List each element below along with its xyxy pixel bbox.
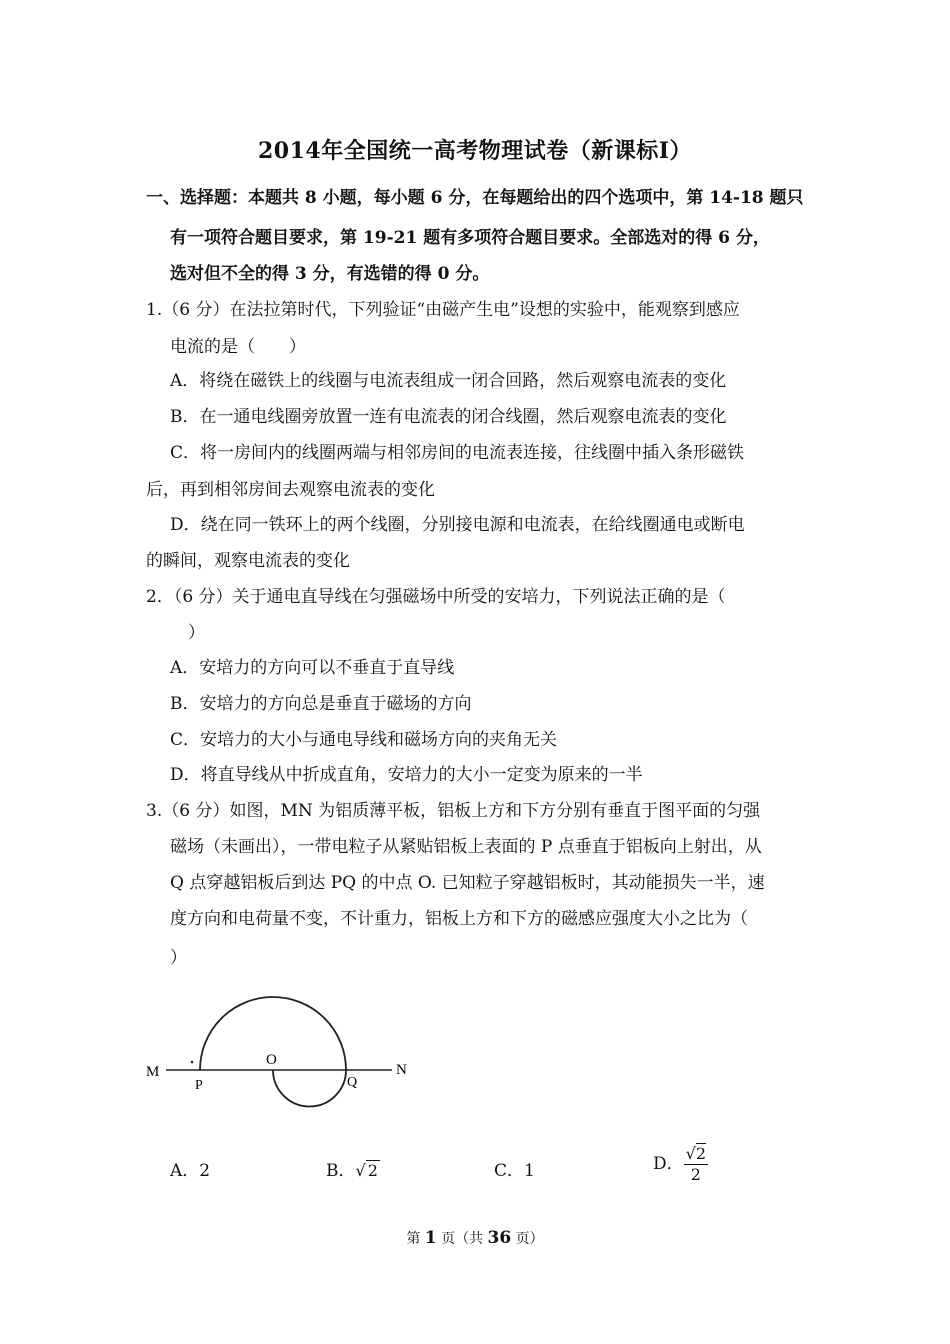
page-title: 2014年全国统一高考物理试卷（新课标Ⅰ） (257, 138, 693, 164)
q1-option-c-line-2: 后，再到相邻房间去观察电流表的变化 (146, 480, 435, 500)
q3-option-d-label: D． (653, 1154, 684, 1174)
section-heading-line-2: 有一项符合题目要求，第 19-21 题有多项符合题目要求。全部选对的得 6 分， (170, 228, 770, 248)
q3-option-a-label: A． (170, 1161, 200, 1181)
lower-arc (273, 1070, 346, 1107)
label-o: O (266, 1052, 277, 1068)
page-footer (0, 1228, 950, 1248)
q3-option-d (653, 1144, 708, 1185)
q1-option-a: A．将绕在磁铁上的线圈与电流表组成一闭合回路，然后观察电流表的变化 (170, 371, 727, 391)
q2-option-b: B．安培力的方向总是垂直于磁场的方向 (170, 694, 472, 714)
section-heading-line-3: 选对但不全的得 3 分，有选错的得 0 分。 (170, 264, 490, 284)
q2-option-c: C．安培力的大小与通电导线和磁场方向的夹角无关 (170, 730, 558, 750)
q3-stem-line-4: 度方向和电荷量不变，不计重力，铝板上方和下方的磁感应强度大小之比为（ (170, 909, 748, 929)
q3-option-c-value: 1 (524, 1161, 535, 1181)
q2-stem-line-2: ） (188, 623, 205, 643)
q3-option-b-value: 2 (367, 1161, 378, 1180)
q1-option-d-line-1: D．绕在同一铁环上的两个线圈，分别接电源和电流表，在给线圈通电或断电 (170, 515, 745, 535)
label-q: Q (347, 1075, 358, 1090)
q3-stem-line-1: 3.（6 分）如图，MN 为铝质薄平板，铝板上方和下方分别有垂直于图平面的匀强 (146, 801, 761, 821)
q1-stem-line-2: 电流的是（ ） (170, 337, 306, 357)
fraction-numerator: √2 (685, 1144, 707, 1163)
q1-option-d-line-2: 的瞬间，观察电流表的变化 (146, 551, 350, 571)
label-p: P (195, 1078, 203, 1093)
q3-option-a (170, 1156, 210, 1181)
q3-option-a-value: 2 (199, 1161, 211, 1181)
fraction-denominator: 2 (690, 1165, 701, 1184)
q3-option-c (494, 1156, 535, 1181)
dot-mark (191, 1061, 194, 1064)
footer-prefix: 第 (406, 1231, 421, 1247)
q1-option-c-line-1: C．将一房间内的线圈两端与相邻房间的电流表连接，往线圈中插入条形磁铁 (170, 443, 745, 463)
q2-option-d: D．将直导线从中折成直角，安培力的大小一定变为原来的一半 (170, 765, 643, 785)
q1-option-b: B．在一通电线圈旁放置一连有电流表的闭合线圈，然后观察电流表的变化 (170, 407, 727, 427)
footer-middle: 页（共 (441, 1231, 484, 1247)
q3-stem-line-3: Q 点穿越铝板后到达 PQ 的中点 O. 已知粒子穿越铝板时，其动能损失一半，速 (170, 873, 765, 893)
footer-page-number: 1 (424, 1228, 437, 1248)
q2-stem-line-1: 2．（6 分）关于通电直导线在匀强磁场中所受的安培力，下列说法正确的是（ (146, 587, 726, 607)
q3-option-b-label: B． (326, 1161, 356, 1181)
q3-stem-line-5: ） (170, 948, 187, 968)
label-n: N (396, 1062, 407, 1078)
q3-stem-line-2: 磁场（未画出），一带电粒子从紧贴铝板上表面的 P 点垂直于铝板向上射出，从 (170, 837, 762, 857)
label-m: M (146, 1064, 160, 1080)
q3-option-b (326, 1156, 380, 1181)
sqrt-symbol: √ 2 (355, 1161, 378, 1180)
q1-stem-line-1: 1.（6 分）在法拉第时代，下列验证“由磁产生电”设想的实验中，能观察到感应 (146, 300, 740, 320)
q3-figure (140, 990, 430, 1120)
section-heading-line-1: 一、选择题：本题共 8 小题，每小题 6 分，在每题给出的四个选项中，第 14-18 题只 (146, 188, 804, 208)
q3-option-d-fraction (684, 1144, 708, 1185)
footer-suffix: 页） (515, 1231, 544, 1247)
footer-total-pages: 36 (487, 1228, 512, 1248)
q3-option-c-label: C． (494, 1161, 525, 1181)
q2-option-a: A．安培力的方向可以不垂直于直导线 (170, 658, 455, 678)
